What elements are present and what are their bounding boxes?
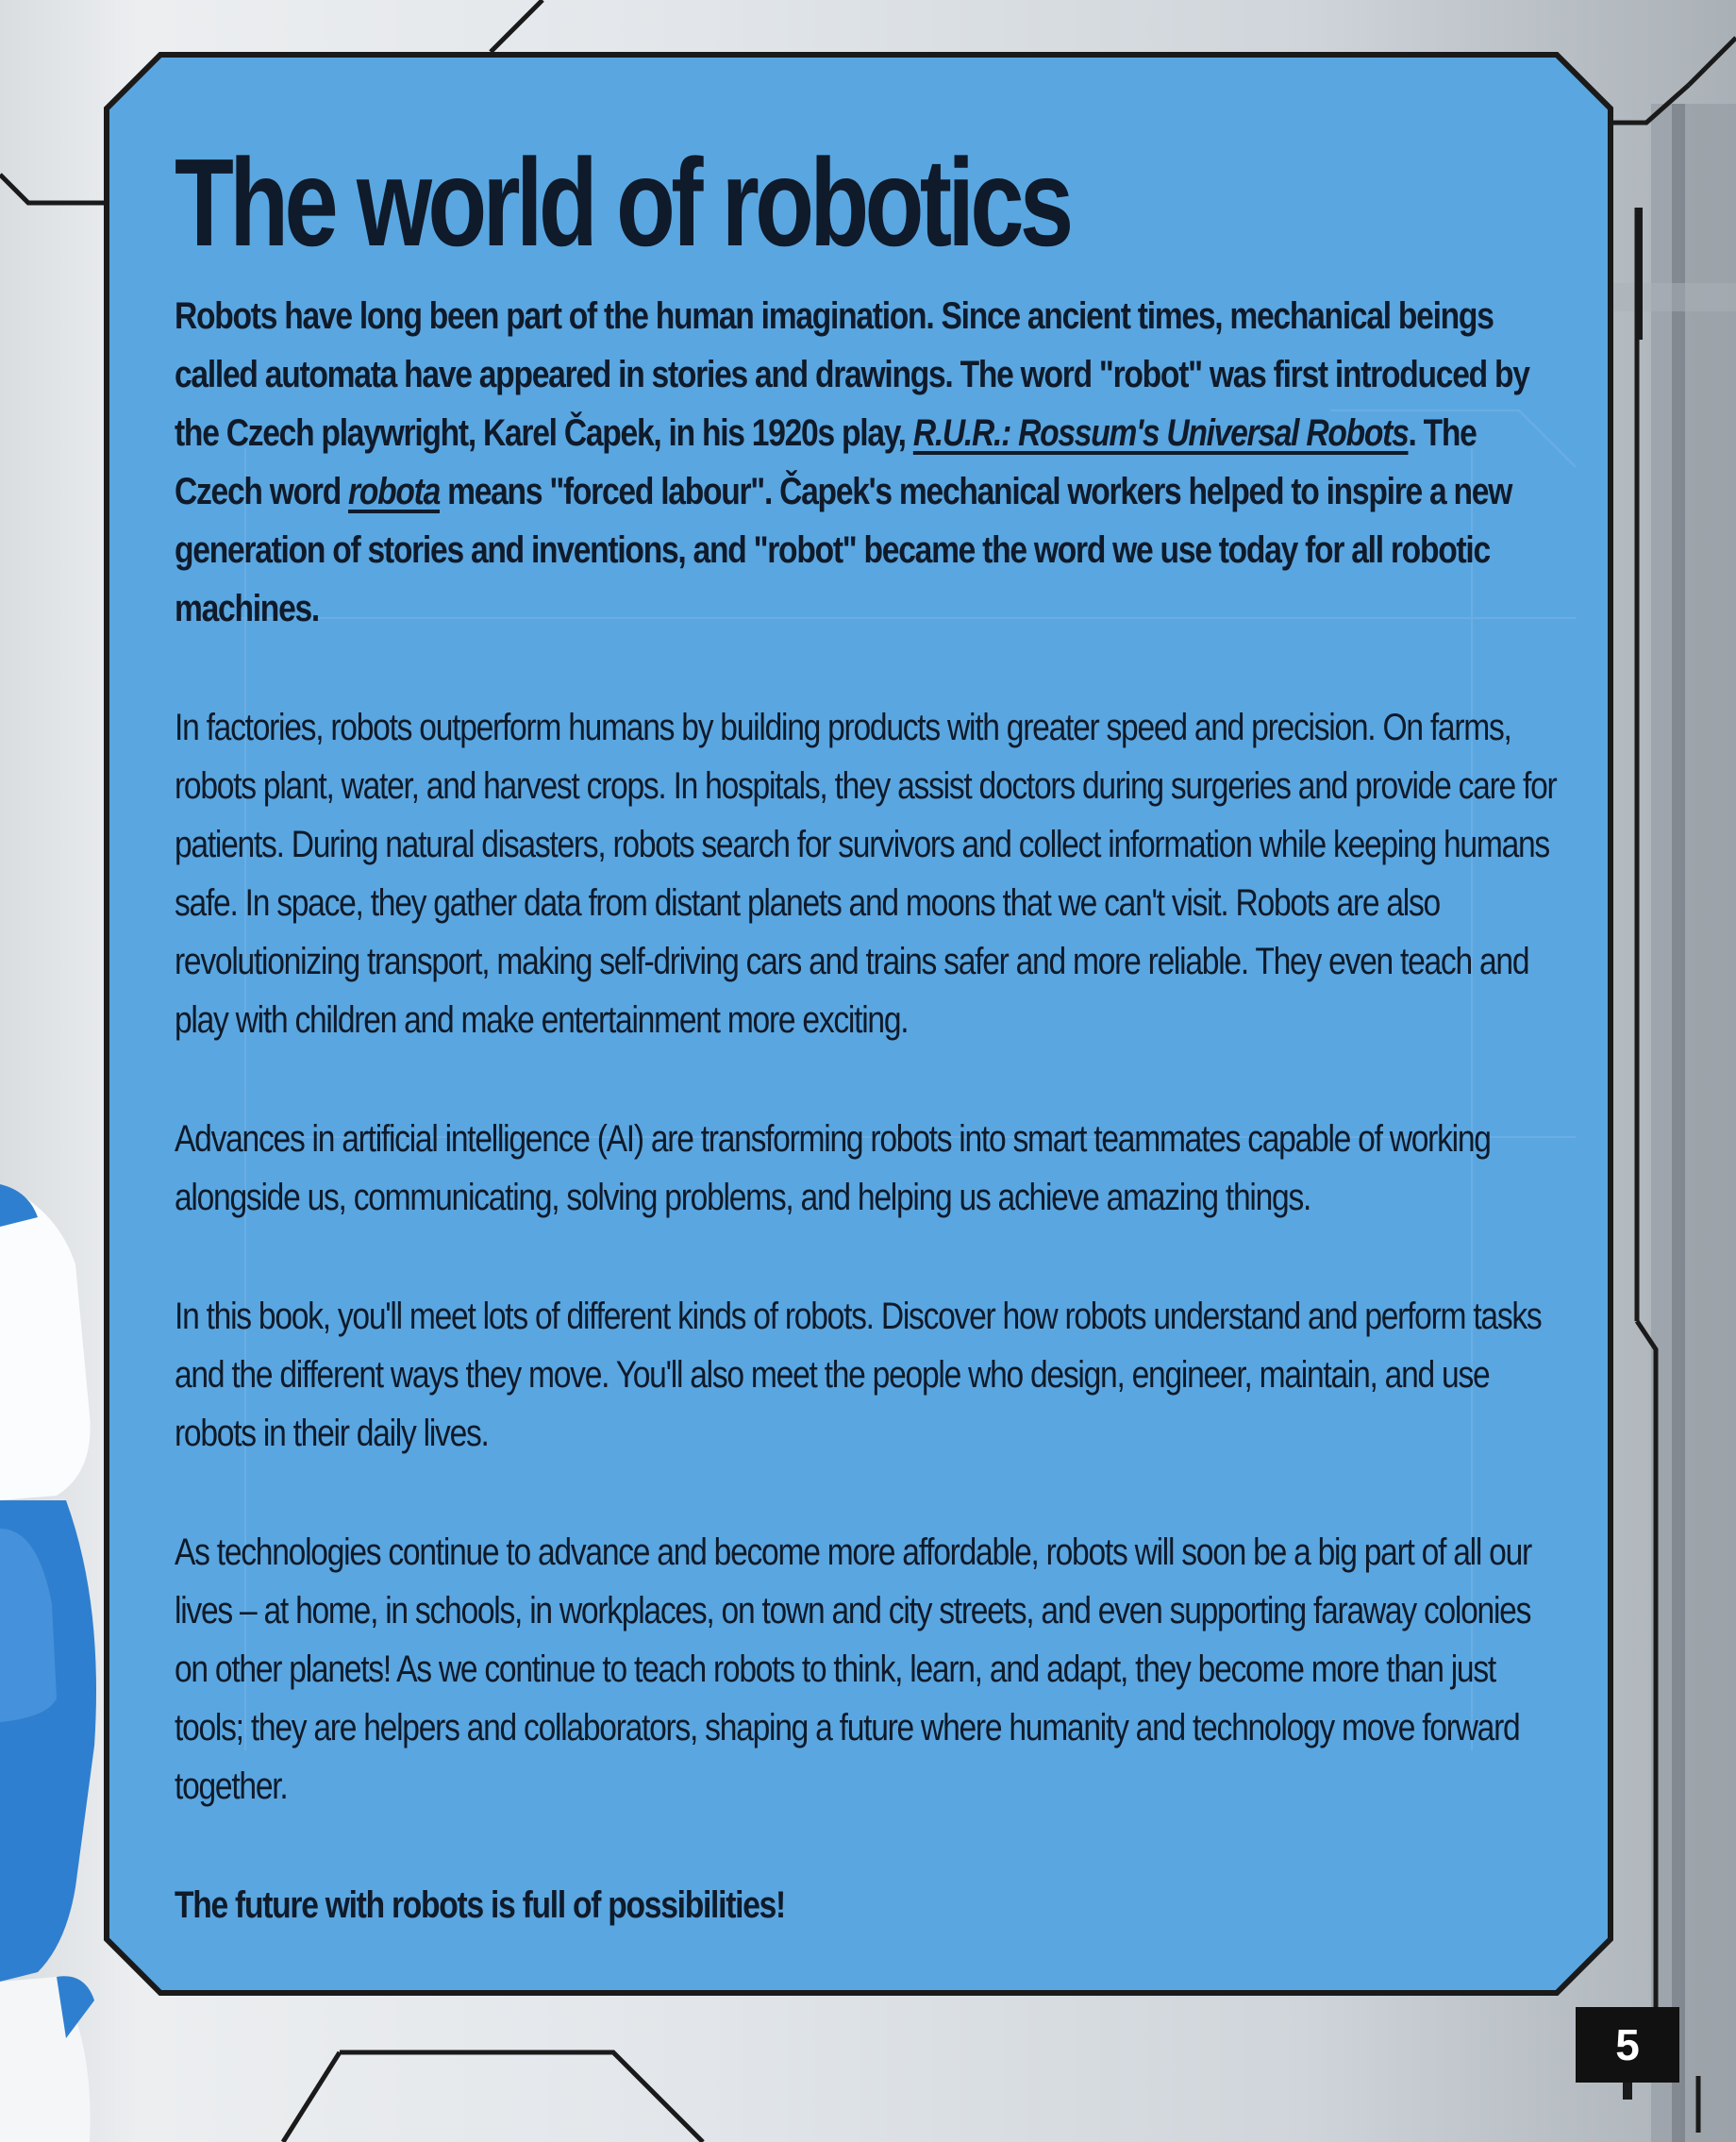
page-number: 5 (1576, 2007, 1679, 2083)
intro-paragraph (175, 287, 1561, 638)
article (175, 132, 1561, 1995)
closing-line: The future with robots is full of possibilities! (175, 1884, 785, 1926)
future-paragraph: As technologies continue to advance and become more affordable, robots will soon be a big part of all our lives – at home, in schools, in workplaces, on town and city streets, and even supporting faraway colonies on other planets! As we continue to teach robots to think, learn, and adapt, they become more than just tools; they are helpers and collaborators, shaping a future where humanity and technology move forward together. (175, 1531, 1531, 1807)
play-title: R.U.R.: Rossum's Universal Robots (912, 412, 1409, 454)
word-robota: robota (348, 471, 441, 512)
page-title: The world of robotics (175, 133, 1070, 272)
intro-text-2: . The Czech word (175, 412, 1477, 512)
intro-text-1: Robots have long been part of the human imagination. Since ancient times, mechanical beings called automata have appeared in stories and drawings. The word "robot" was first introduced by the Czech playwright, Karel Čapek, in his 1920s play, (175, 295, 1529, 454)
book-overview-paragraph: In this book, you'll meet lots of different kinds of robots. Discover how robots understand and perform tasks and the different ways they move. You'll also meet the people who design, engineer, maintain, and use robots in their daily lives. (175, 1296, 1542, 1454)
robot-figure-icon (0, 1184, 96, 2142)
ai-paragraph: Advances in artificial intelligence (AI) are transforming robots into smart teammates capable of working alongside us, communicating, solving problems, and helping us achieve amazing things. (175, 1118, 1491, 1218)
intro-text-3: means "forced labour". Čapek's mechanical workers helped to inspire a new generation of stories and inventions, and "robot" became the word we use today for all robotic machines. (175, 471, 1512, 629)
applications-paragraph: In factories, robots outperform humans by building products with greater speed and precision. On farms, robots plant, water, and harvest crops. In hospitals, they assist doctors during surgeries and provide care for patients. During natural disasters, robots search for survivors and collect information while keeping humans safe. In space, they gather data from distant planets and moons that we can't visit. Robots are also revolutionizing transport, making self-driving cars and trains safer and more reliable. They even teach and play with children and make entertainment more exciting. (175, 707, 1557, 1041)
